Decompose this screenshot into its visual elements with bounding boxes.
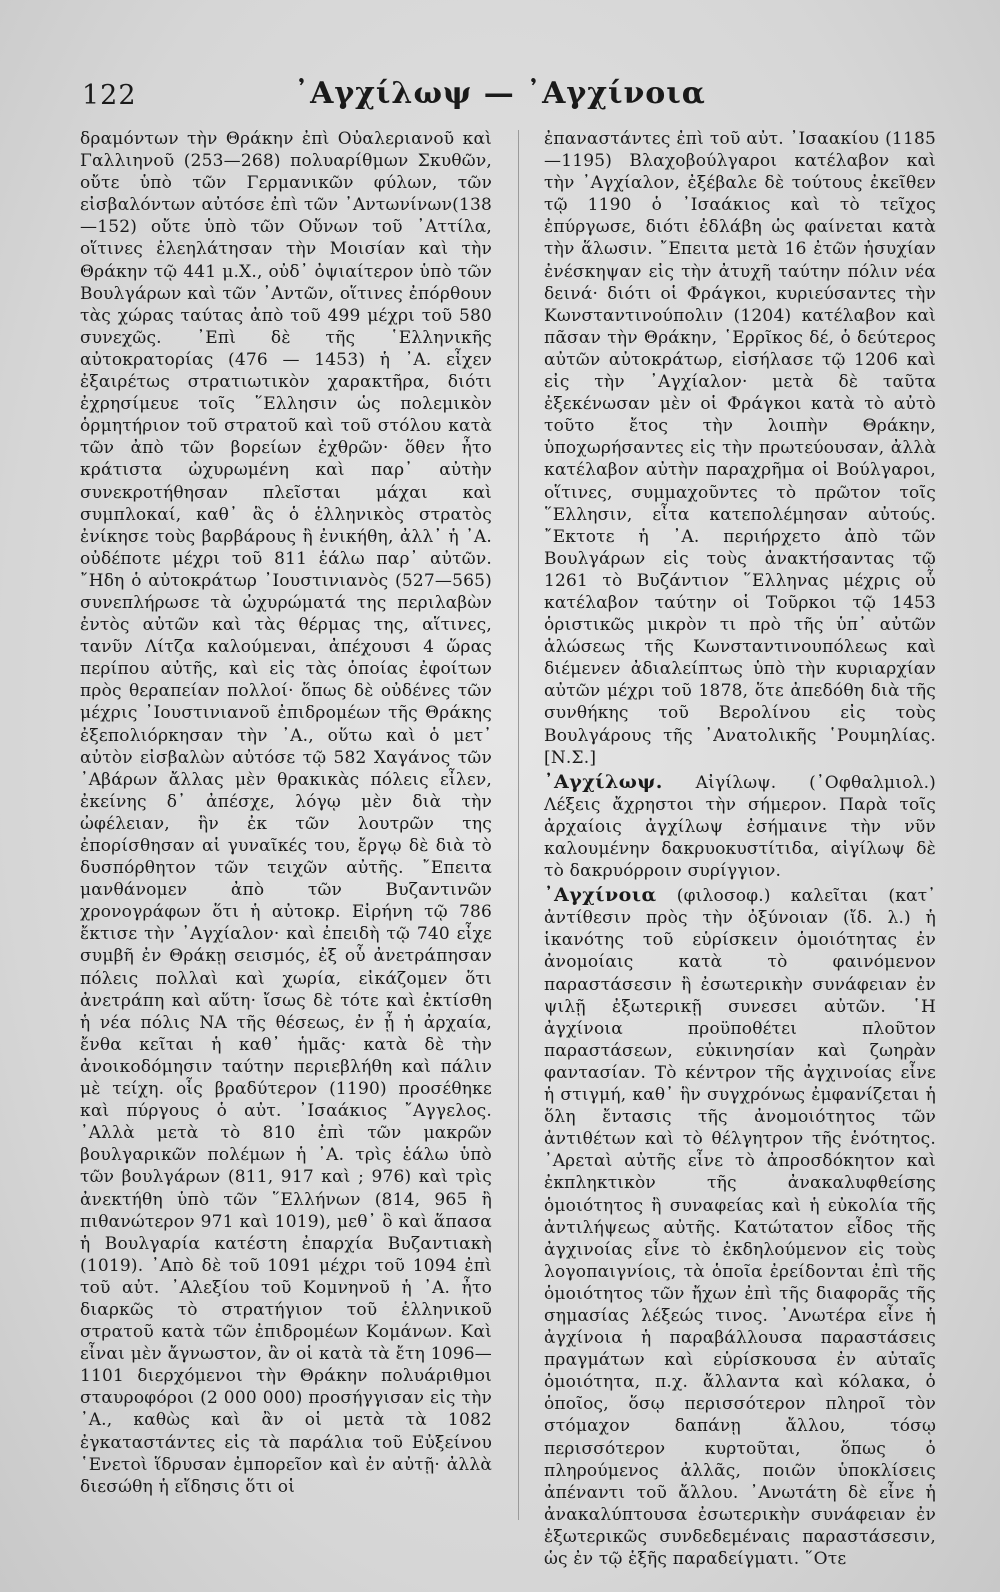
right-column-continuation: ἐπαναστάντες ἐπὶ τοῦ αὐτ. ᾿Ισαακίου (1185—1195) Βλαχοβούλγαροι κατέλαβον καὶ τὴν ᾿Αγχίαλον, ἐξέβαλε δὲ τούτους ἐκεῖθεν τῷ 1190 ὁ ᾿Ισαάκιος καὶ τὸ τεῖχος ἐπύργωσε, διότι ἐδλάβη ὡς φαίνεται κατὰ τὴν ἅλωσιν. ῎Επειτα μετὰ 16 ἐτῶν ἡσυχίαν ἐνέσκηψαν εἰς τὴν ἀτυχῆ ταύτην πόλιν νέα δεινά· διότι οἱ Φράγκοι, κυριεύσαντες τὴν Κωνσταντινούπολιν (1204) κατέλαβον καὶ πᾶσαν τὴν Θράκην, ῾Ερρῖκος δέ, ὁ δεύτερος αὐτῶν αὐτοκράτωρ, εἰσήλασε τῷ 1206 καὶ εἰς τὴν ᾿Αγχίαλον· μετὰ δὲ ταῦτα ἐξεκένωσαν μὲν οἱ Φράγκοι κατὰ τὸ αὐτὸ τοῦτο ἔτος τὴν λοιπὴν Θράκην, ὑποχωρήσαντες εἰς τὴν πρωτεύουσαν, ἀλλὰ κατέλαβον αὐτὴν παραχρῆμα οἱ Βούλγαροι, οἵτινες, συμμαχοῦντες τὸ πρῶτον τοῖς ῞Ελλησιν, εἶτα κατεπολέμησαν αὐτούς. ῎Εκτοτε ἡ ᾿Α. περιήρχετο ἀπὸ τῶν Βουλγάρων εἰς τοὺς ἀνακτήσαντας τῷ 1261 τὸ Βυζάντιον ῞Ελληνας μέχρις οὗ κατέλαβον ταύτην οἱ Τοῦρκοι τῷ 1453 ὁριστικῶς μικρὸν τι πρὸ τῆς ὑπ᾿ αὐτῶν ἁλώσεως τῆς Κωνσταντινουπόλεως καὶ διέμενεν ἀδιαλείπτως ὑπὸ τὴν κυριαρχίαν αὐτῶν μέχρι τοῦ 1878, ὅτε ἀπεδόθη διὰ τῆς συνθήκης τοῦ Βερολίνου εἰς τοὺς Βουλγάρους τῆς ᾿Ανατολικῆς ῾Ρουμηλίας. [Ν.Σ.] (544, 129, 936, 768)
page-number: 122 (82, 80, 137, 111)
right-column (544, 128, 936, 1570)
entry-agchilops-text: Αἰγίλωψ. (᾿Οφθαλμιολ.) Λέξεις ἄχρηστοι τὴν σήμερον. Παρὰ τοῖς ἀρχαίοις ἀγχίλωψ ἐσήμαινε τὴν νῦν καλουμένην δακρυοκυστίτιδα, αἰγίλωψ δὲ τὸ δακρυόρροιν συρίγγιον. (544, 772, 937, 882)
entry-agchilops-headword: ᾿Αγχίλωψ. (544, 770, 663, 793)
left-column-text: δραμόντων τὴν Θράκην ἐπὶ Οὐαλεριανοῦ καὶ Γαλλιηνοῦ (253—268) πολυαρίθμων Σκυθῶν, οὔτε ὑπὸ τῶν Γερμανικῶν φύλων, τῶν εἰσβαλόντων αὐτόσε ἐπὶ τῶν ᾿Αντωνίνων(138—152) οὔτε ὑπὸ τῶν Οὔνων τοῦ ᾿Αττίλα, οἵτινες ἐλεηλάτησαν τὴν Μοισίαν καὶ τὴν Θράκην τῷ 441 μ.Χ., οὐδ᾿ ὀψιαίτερον ὑπὸ τῶν Βουλγάρων καὶ τῶν ᾿Αντῶν, οἵτινες ἐπόρθουν τὰς χώρας ταύτας ἀπὸ τοῦ 499 μέχρι τοῦ 580 συνεχῶς. ᾿Επὶ δὲ τῆς ῾Ελληνικῆς αὐτοκρατορίας (476 — 1453) ἡ ᾿Α. εἶχεν ἐξαιρέτως στρατιωτικὸν χαρακτῆρα, διότι ἐχρησίμευε τοῖς ῞Ελλησιν ὡς πολεμικὸν ὁρμητήριον τοῦ στρατοῦ καὶ τοῦ στόλου κατὰ τῶν ἀπὸ τῶν βορείων ἐχθρῶν· ὅθεν ἦτο κράτιστα ὠχυρωμένη καὶ παρ᾿ αὐτὴν συνεκροτήθησαν πλεῖσται μάχαι καὶ συμπλοκαί, καθ᾿ ἃς ὁ ἑλληνικὸς στρατὸς ἐνίκησε τοὺς βαρβάρους ἢ ἐνικήθη, ἀλλ᾿ ἡ ᾿Α. οὐδέποτε μέχρι τοῦ 811 ἑάλω παρ᾿ αὐτῶν. ῎Ηδη ὁ αὐτοκράτωρ ᾿Ιουστινιανὸς (527—565) συνεπλήρωσε τὰ ὠχυρώματά της περιλαβὼν ἐντὸς αὐτῶν καὶ τὰς θέρμας της, αἵτινες, τανῦν Λίτζα καλούμεναι, ἀπέχουσι 4 ὥρας περίπου αὐτῆς, καὶ εἰς τὰς ὁποίας ἐφοίτων πρὸς θεραπείαν πολλοί· ὅπως δὲ οὐδένες τῶν μέχρις ᾿Ιουστινιανοῦ ἐπιδρομέων τῆς Θράκης ἐξεπολιόρκησαν τὴν ᾿Α., οὕτω καὶ ὁ μετ᾿ αὐτὸν εἰσβαλὼν αὐτόσε τῷ 582 Χαγάνος τῶν ᾿Αβάρων ἄλλας μὲν θρακικὰς πόλεις εἶλεν, ἐκείνης δ᾿ ἀπέσχε, λόγῳ μὲν διὰ τὴν ὠφέλειαν, ἣν ἐκ τῶν λουτρῶν της ἐπορίσθησαν αἱ γυναῖκές του, ἔργῳ δὲ διὰ τὸ δυσπόρθητον τῶν τειχῶν αὐτῆς. ῎Επειτα μανθάνομεν ἀπὸ τῶν Βυζαντινῶν χρονογράφων ὅτι ἡ αὐτοκρ. Εἰρήνη τῷ 786 ἔκτισε τὴν ᾿Αγχίαλον· καὶ ἐπειδὴ τῷ 740 εἶχε συμβῆ ἐν Θράκῃ σεισμός, ἐξ οὗ ἀνετράπησαν πόλεις πολλαὶ καὶ χωρία, εἰκάζομεν ὅτι ἀνετράπη καὶ αὕτη· ἴσως δὲ τότε καὶ ἐκτίσθη ἡ νέα πόλις ΝΑ τῆς θέσεως, ἐν ᾗ ἡ ἀρχαία, ἔνθα κεῖται ἡ καθ᾿ ἡμᾶς· κατὰ δὲ τὴν ἀνοικοδόμησιν ταύτην περιεβλήθη καὶ πάλιν μὲ τείχη. οἷς βραδύτερον (1190) προσέθηκε καὶ πύργους ὁ αὐτ. ᾿Ισαάκιος ῎Αγγελος. ᾿Αλλὰ μετὰ τὸ 810 ἐπὶ τῶν μακρῶν βουλγαρικῶν πολέμων ἡ ᾿Α. τρὶς ἑάλω ὑπὸ τῶν βουλγάρων (811, 917 καὶ ; 976) καὶ τρὶς ἀνεκτήθη ὑπὸ τῶν ῞Ελλήνων (814, 965 ἢ πιθανώτερον 971 καὶ 1019), μεθ᾿ ὃ καὶ ἅπασα ἡ Βουλγαρία κατέστη ἐπαρχία Βυζαντιακὴ (1019). ᾿Απὸ δὲ τοῦ 1091 μέχρι τοῦ 1094 ἐπὶ τοῦ αὐτ. ᾿Αλεξίου τοῦ Κομνηνοῦ ἡ ᾿Α. ἦτο διαρκῶς τὸ στρατήγιον τοῦ ἑλληνικοῦ στρατοῦ κατὰ τῶν ἐπιδρομέων Κομάνων. Καὶ εἶναι μὲν ἄγνωστον, ἂν οἱ κατὰ τὰ ἔτη 1096—1101 διερχόμενοι τὴν Θράκην πολυάριθμοι σταυροφόροι (2 000 000) προσήγγισαν εἰς τὴν ᾿Α., καθὼς καὶ ἂν οἱ μετὰ τὰ 1082 ἐγκαταστάντες εἰς τὰ παράλια τοῦ Εὐξείνου ῾Ενετοὶ ἵδρυσαν ἐμπορεῖον καὶ ἐν αὐτῇ· ἀλλὰ διεσώθη ἡ εἴδησις ὅτι οἱ (80, 129, 492, 1497)
entry-agchinoia-text: (φιλοσοφ.) καλεῖται (κατ᾿ ἀντίθεσιν πρὸς τὴν ὀξύνοιαν (ἴδ. λ.) ἡ ἱκανότης τοῦ εὑρίσκειν ὁμοιότητας ἐν ἀνομοίαις κατὰ τὸ φαινόμενον παραστάσεσιν ἢ ἐσωτερικὴν συνάφειαν ἐν ψιλῇ ἐξωτερικῇ συνεσει αὐτῶν. ῾Η ἀγχίνοια προϋποθέτει πλοῦτον παραστάσεων, εὐκινησίαν καὶ ζωηρὰν φαντασίαν. Τὸ κέντρον τῆς ἀγχινοίας εἶνε ἡ στιγμή, καθ᾿ ἣν συγχρόνως ἐμφανίζεται ἡ ὅλη ἔντασις τῆς ἀνομοιότητος τῶν ἀντιθέτων καὶ τὸ θέλγητρον τῆς ἑνότητος. ᾿Αρεταὶ αὐτῆς εἶνε τὸ ἀπροσδόκητον καὶ ἐκπληκτικὸν τῆς ἀνακαλυφθείσης ὁμοιότητος ἢ συναφείας καὶ ἡ εὐκολία τῆς ἀντιλήψεως αὐτῆς. Κατώτατον εἶδος τῆς ἀγχινοίας εἶνε τὸ ἐκδηλούμενον εἰς τοὺς λογοπαιγνίοις, τὰ ὁποῖα ἐρείδονται ἐπὶ τῆς ὁμοιότητος τῶν ἤχων ἐπὶ τῆς διαφορᾶς τῆς σημασίας λέξεώς τινος. ᾿Ανωτέρα εἶνε ἡ ἀγχίνοια ἡ παραβάλλουσα παραστάσεις πραγμάτων καὶ εὑρίσκουσα ἐν αὐταῖς ὁμοιότητα, π.χ. ἄλλαντα καὶ κόλακα, ὁ ὁποῖος, ὅσῳ περισσότερον πληροῖ τὸν στόμαχον δαπάνῃ ἄλλου, τόσῳ περισσότερον κυρτοῦται, ὅπως ὁ πληρούμενος ἀλλᾶς, ποιῶν ὑποκλίσεις ἀπέναντι τοῦ ἄλλου. ᾿Ανωτάτη δὲ εἶνε ἡ ἀνακαλύπτουσα ἐσωτερικὴν συνάφειαν ἐν ἐξωτερικῶς συνδεδεμέναις παραστάσεσιν, ὡς ἐν τῷ ἑξῆς παραδείγματι. ῞Οτε (544, 886, 937, 1569)
running-head: ᾿Αγχίλωψ — ᾿Αγχίνοια (294, 76, 706, 111)
left-column (80, 128, 492, 1498)
entry-agchinoia-headword: ᾿Αγχίνοια (544, 884, 657, 907)
entry-agchilops (544, 771, 936, 882)
column-divider (518, 130, 519, 1520)
entry-agchinoia (544, 884, 936, 1570)
